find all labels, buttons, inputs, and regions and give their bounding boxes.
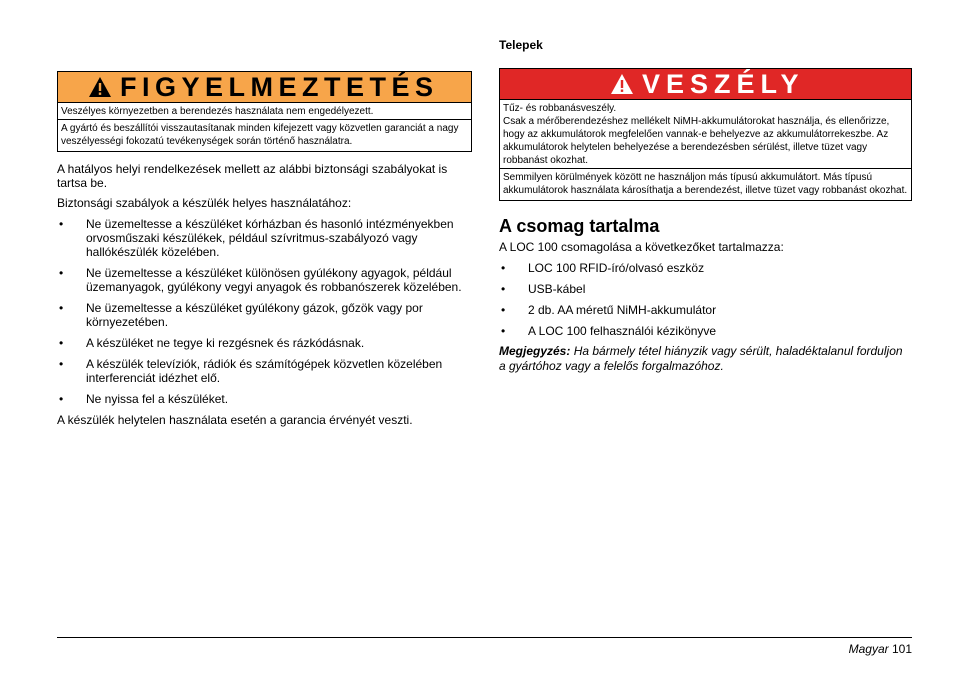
safety-rules-list: [57, 217, 472, 406]
list-item: • A készüléket ne tegye ki rezgésnek és rázkódásnak.: [57, 336, 472, 350]
package-intro: A LOC 100 csomagolása a következőket tartalmazza:: [499, 240, 784, 254]
danger-body: [500, 100, 911, 200]
note-label: Megjegyzés:: [499, 344, 571, 358]
danger-box: [499, 68, 912, 201]
section-heading: A csomag tartalma: [499, 216, 660, 236]
list-item: • Ne üzemeltesse a készüléket gyúlékony gázok, gőzök vagy por környezetében.: [57, 301, 472, 329]
danger-divider: [500, 168, 911, 169]
warning-title: FIGYELMEZTETÉS: [120, 71, 439, 102]
note-text: Ha bármely tétel hiányzik vagy sérült, haladéktalanul forduljon a gyártóhoz vagy a felelős forgalmazóhoz.: [499, 344, 903, 373]
danger-line: Tűz- és robbanásveszély.: [503, 103, 617, 114]
list-item: • A készülék televíziók, rádiók és számítógépek közvetlen közelében interferenciát idézhet elő.: [57, 357, 472, 385]
list-item: • LOC 100 RFID-író/olvasó eszköz: [499, 261, 912, 275]
warning-header: [58, 72, 471, 103]
list-item: • Ne üzemeltesse a készüléket különösen gyúlékony agyagok, például üzemanyagok, gyúlékony vegyi anyagok és robbanószerek közelében.: [57, 266, 472, 294]
package-contents-list: [499, 261, 912, 338]
danger-line: Semmilyen körülmények között ne használjon más típusú akkumulátort. Más típusú akkumulátorok használata károsíthatja a berendezést, illetve tüzet vagy robbanást okozhat.: [503, 172, 908, 196]
warning-triangle-icon: [88, 76, 112, 98]
intro-paragraph: A hatályos helyi rendelkezések mellett az alábbi biztonsági szabályokat is tartsa be.: [57, 162, 448, 190]
list-item: • USB-kábel: [499, 282, 912, 296]
left-column: [57, 71, 472, 427]
warning-divider: [58, 119, 471, 120]
list-item: • 2 db. AA méretű NiMH-akkumulátor: [499, 303, 912, 317]
right-column: [499, 38, 912, 374]
danger-line: Csak a mérőberendezéshez mellékelt NiMH-akkumulátorokat használja, és ellenőrizze, hogy az akkumulátorok megfelelően vannak-e behelyezve az akkumulátorrekeszbe. Az akkumulátorok helytelen behelyezése a berendezésben sérülést, illetve tüzet vagy robbanást okozhat.: [503, 116, 890, 166]
page-number: 101: [891, 642, 912, 656]
note: [499, 344, 912, 374]
danger-header: [500, 69, 911, 100]
warning-line: A gyártó és beszállítói visszautasítanak minden kifejezett vagy közvetlen garanciát a nagy veszélyességi fokozatú tevékenységek során történő használatra.: [61, 123, 459, 147]
warning-box: [57, 71, 472, 152]
list-item: • Ne üzemeltesse a készüléket kórházban és hasonló intézményekben orvosműszaki készülékek, például szívritmus-szabályozó vagy hallókészülék közelében.: [57, 217, 472, 259]
list-item: • Ne nyissa fel a készüléket.: [57, 392, 472, 406]
danger-title: VESZÉLY: [642, 68, 805, 99]
footer-language: Magyar: [848, 642, 889, 656]
section-label: Telepek: [499, 38, 543, 52]
warning-triangle-icon: [610, 73, 634, 95]
warning-body: [58, 103, 471, 151]
rules-intro: Biztonsági szabályok a készülék helyes használatához:: [57, 196, 352, 210]
page-footer: [849, 642, 912, 656]
footer-divider: [57, 637, 912, 638]
warning-line: Veszélyes környezetben a berendezés használata nem engedélyezett.: [61, 106, 374, 117]
list-item: • A LOC 100 felhasználói kézikönyve: [499, 324, 912, 338]
outro-paragraph: A készülék helytelen használata esetén a garancia érvényét veszti.: [57, 413, 413, 427]
